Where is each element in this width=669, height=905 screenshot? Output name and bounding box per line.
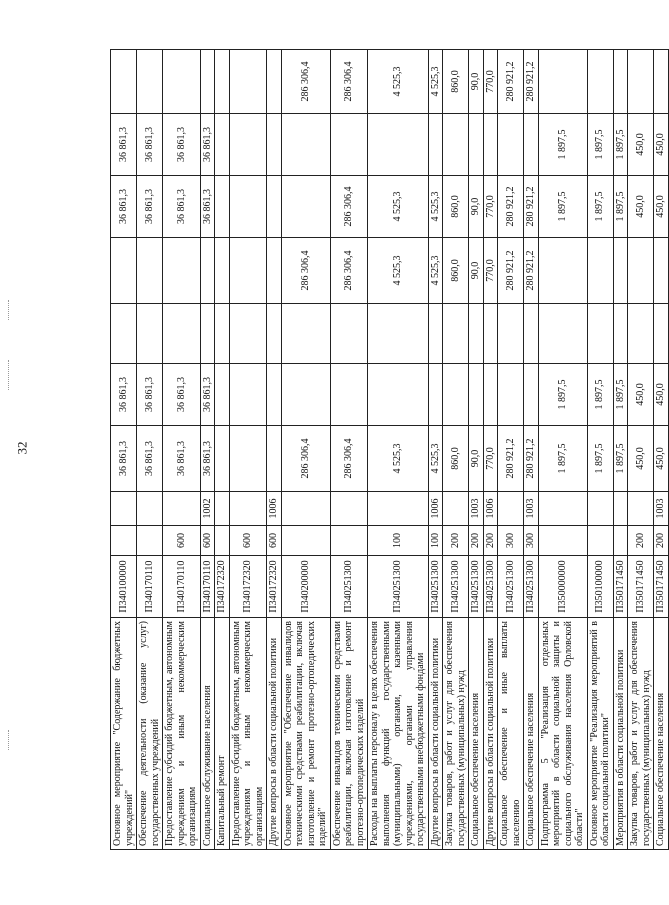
section-code [587, 492, 613, 526]
expense-type-code: 200 [654, 526, 669, 556]
amount-col-3 [428, 304, 443, 364]
row-description: Капитальный ремонт [215, 618, 230, 850]
section-code [368, 492, 429, 526]
amount-regional-next [469, 114, 484, 176]
amount-federal-next: 860,0 [443, 50, 469, 114]
scan-artifact [8, 360, 13, 390]
amount-regional: 1 897,5 [613, 364, 628, 426]
amount-regional: 1 897,5 [587, 364, 613, 426]
amount-total-next: 36 861,3 [137, 176, 163, 238]
amount-col-3 [587, 304, 613, 364]
amount-total: 90,0 [469, 426, 484, 492]
table-row [469, 50, 484, 850]
section-code: 1002 [200, 492, 215, 526]
table-row [267, 50, 282, 850]
amount-total-next: 860,0 [443, 176, 469, 238]
target-article-code: П340172320 [267, 556, 282, 618]
amount-total-next: 450,0 [628, 176, 654, 238]
target-article-code: П340251300 [498, 556, 524, 618]
amount-federal-next [137, 50, 163, 114]
table-row [229, 50, 267, 850]
target-article-code: П340251300 [330, 556, 368, 618]
amount-regional-next [368, 114, 429, 176]
amount-total-next: 450,0 [654, 176, 669, 238]
table-row [538, 50, 587, 850]
amount-total [267, 426, 282, 492]
target-article-code: П340251300 [443, 556, 469, 618]
table-row [587, 50, 613, 850]
section-code: 1003 [469, 492, 484, 526]
amount-federal [137, 238, 163, 304]
expense-type-code: 600 [229, 526, 267, 556]
target-article-code: П340251300 [483, 556, 498, 618]
amount-regional-next: 450,0 [628, 114, 654, 176]
amount-federal [229, 238, 267, 304]
amount-col-3 [111, 304, 137, 364]
target-article-code: П350171450 [654, 556, 669, 618]
section-code [330, 492, 368, 526]
section-code: 1003 [654, 492, 669, 526]
amount-regional-next: 1 897,5 [587, 114, 613, 176]
amount-total-next: 36 861,3 [111, 176, 137, 238]
budget-table [110, 49, 669, 850]
table-row [368, 50, 429, 850]
amount-regional-next [215, 114, 230, 176]
amount-regional-next [524, 114, 539, 176]
expense-type-code [215, 526, 230, 556]
row-description: Мероприятия в области социальной политики [613, 618, 628, 850]
amount-regional [483, 364, 498, 426]
row-description: Обеспечение инвалидов техническими средствами реабилитации, включая изготовление и ремонт протезно-ортопедических изделий [330, 618, 368, 850]
amount-regional [215, 364, 230, 426]
target-article-code: П350100000 [587, 556, 613, 618]
target-article-code: П340172320 [229, 556, 267, 618]
amount-col-3 [200, 304, 215, 364]
table-row [628, 50, 654, 850]
table-row [443, 50, 469, 850]
amount-federal-next [215, 50, 230, 114]
target-article-code: П340251300 [428, 556, 443, 618]
expense-type-code: 200 [443, 526, 469, 556]
row-description: Подпрограмма 5 "Реализация отдельных мероприятий в области социальной защиты и социального обслуживания населения Орловской области" [538, 618, 587, 850]
section-code: 1003 [524, 492, 539, 526]
table-row [111, 50, 137, 850]
target-article-code: П340100000 [111, 556, 137, 618]
row-description: Основное мероприятие "Содержание бюджетных учреждений" [111, 618, 137, 850]
amount-total-next: 286 306,4 [330, 176, 368, 238]
amount-total-next: 1 897,5 [587, 176, 613, 238]
amount-federal: 770,0 [483, 238, 498, 304]
amount-regional: 36 861,3 [111, 364, 137, 426]
amount-regional: 36 861,3 [137, 364, 163, 426]
scan-artifact [8, 730, 13, 750]
expense-type-code [111, 526, 137, 556]
amount-total: 36 861,3 [163, 426, 201, 492]
table-row [483, 50, 498, 850]
amount-federal-next [613, 50, 628, 114]
row-description: Социальное обслуживание населения [200, 618, 215, 850]
section-code [538, 492, 587, 526]
amount-regional-next: 36 861,3 [137, 114, 163, 176]
row-description: Основное мероприятие "Обеспечение инвалидов техническими средствами реабилитации, включая изготовление и ремонт протезно-ортопедических изделий" [281, 618, 330, 850]
amount-regional [368, 364, 429, 426]
table-row [613, 50, 628, 850]
target-article-code: П340251300 [469, 556, 484, 618]
target-article-code: П350000000 [538, 556, 587, 618]
amount-total-next: 280 921,2 [524, 176, 539, 238]
amount-regional-next [281, 114, 330, 176]
amount-federal-next: 4 525,3 [368, 50, 429, 114]
amount-regional-next [443, 114, 469, 176]
amount-federal [111, 238, 137, 304]
amount-regional-next [483, 114, 498, 176]
amount-col-3 [229, 304, 267, 364]
amount-federal: 280 921,2 [498, 238, 524, 304]
table-row [524, 50, 539, 850]
amount-regional [428, 364, 443, 426]
amount-regional [330, 364, 368, 426]
amount-federal-next: 90,0 [469, 50, 484, 114]
amount-federal [538, 238, 587, 304]
amount-regional [443, 364, 469, 426]
expense-type-code [587, 526, 613, 556]
amount-col-3 [267, 304, 282, 364]
amount-col-3 [469, 304, 484, 364]
amount-total-next: 280 921,2 [498, 176, 524, 238]
amount-total: 1 897,5 [587, 426, 613, 492]
table-row [215, 50, 230, 850]
amount-total: 286 306,4 [330, 426, 368, 492]
amount-federal [215, 238, 230, 304]
amount-federal: 4 525,3 [368, 238, 429, 304]
amount-federal-next [163, 50, 201, 114]
table-row [498, 50, 524, 850]
amount-total: 860,0 [443, 426, 469, 492]
amount-regional: 1 897,5 [538, 364, 587, 426]
section-code [215, 492, 230, 526]
amount-regional [524, 364, 539, 426]
amount-federal-next [654, 50, 669, 114]
amount-federal: 90,0 [469, 238, 484, 304]
expense-type-code: 600 [163, 526, 201, 556]
row-description: Расходы на выплаты персоналу в целях обеспечения выполнения функций государственными (муниципальными) органами, казенными учреждениями, органами управления государственными внебюджетными фондами [368, 618, 429, 850]
amount-total [215, 426, 230, 492]
amount-federal-next: 770,0 [483, 50, 498, 114]
amount-total: 4 525,3 [428, 426, 443, 492]
amount-regional-next: 1 897,5 [538, 114, 587, 176]
amount-federal-next: 286 306,4 [281, 50, 330, 114]
amount-federal [267, 238, 282, 304]
amount-total: 1 897,5 [613, 426, 628, 492]
row-description: Социальное обеспечение населения [654, 618, 669, 850]
amount-total-next: 36 861,3 [163, 176, 201, 238]
amount-federal-next: 4 525,3 [428, 50, 443, 114]
expense-type-code: 300 [524, 526, 539, 556]
amount-col-3 [330, 304, 368, 364]
amount-total-next: 1 897,5 [613, 176, 628, 238]
amount-regional [281, 364, 330, 426]
expense-type-code: 200 [469, 526, 484, 556]
table-row [654, 50, 669, 850]
amount-col-3 [281, 304, 330, 364]
amount-regional [469, 364, 484, 426]
amount-federal-next [229, 50, 267, 114]
target-article-code: П340172320 [215, 556, 230, 618]
amount-total: 286 306,4 [281, 426, 330, 492]
amount-federal-next: 280 921,2 [498, 50, 524, 114]
section-code [613, 492, 628, 526]
target-article-code: П350171450 [613, 556, 628, 618]
amount-total-next: 36 861,3 [200, 176, 215, 238]
table-row [137, 50, 163, 850]
amount-regional-next: 36 861,3 [111, 114, 137, 176]
section-code [137, 492, 163, 526]
amount-regional: 450,0 [628, 364, 654, 426]
amount-regional-next: 1 897,5 [613, 114, 628, 176]
section-code [443, 492, 469, 526]
page-number: 32 [14, 441, 30, 455]
amount-total: 1 897,5 [538, 426, 587, 492]
amount-federal [163, 238, 201, 304]
row-description: Другие вопросы в области социальной политики [267, 618, 282, 850]
amount-federal-next [628, 50, 654, 114]
table-row [281, 50, 330, 850]
amount-total-next [281, 176, 330, 238]
table-row [428, 50, 443, 850]
amount-total-next: 770,0 [483, 176, 498, 238]
amount-col-3 [498, 304, 524, 364]
amount-col-3 [443, 304, 469, 364]
expense-type-code [613, 526, 628, 556]
amount-total-next: 90,0 [469, 176, 484, 238]
amount-total: 280 921,2 [524, 426, 539, 492]
amount-total-next: 4 525,3 [428, 176, 443, 238]
amount-col-3 [368, 304, 429, 364]
section-code: 1006 [428, 492, 443, 526]
expense-type-code: 600 [267, 526, 282, 556]
amount-federal [613, 238, 628, 304]
target-article-code: П340200000 [281, 556, 330, 618]
amount-regional-next [229, 114, 267, 176]
amount-regional-next: 450,0 [654, 114, 669, 176]
amount-federal: 286 306,4 [330, 238, 368, 304]
amount-total: 450,0 [628, 426, 654, 492]
row-description: Обеспечение деятельности (оказание услуг) государственных учреждений [137, 618, 163, 850]
section-code [628, 492, 654, 526]
amount-col-3 [524, 304, 539, 364]
amount-regional-next: 36 861,3 [200, 114, 215, 176]
amount-col-3 [137, 304, 163, 364]
amount-regional-next [267, 114, 282, 176]
amount-regional [267, 364, 282, 426]
row-description: Закупка товаров, работ и услуг для обеспечения государственных (муниципальных) нужд [443, 618, 469, 850]
rotated-table-wrapper [110, 50, 666, 850]
amount-col-3 [628, 304, 654, 364]
amount-federal: 286 306,4 [281, 238, 330, 304]
scan-artifact [8, 300, 13, 320]
amount-col-3 [654, 304, 669, 364]
amount-total: 36 861,3 [111, 426, 137, 492]
amount-federal: 280 921,2 [524, 238, 539, 304]
target-article-code: П340170110 [137, 556, 163, 618]
amount-total: 4 525,3 [368, 426, 429, 492]
amount-regional: 36 861,3 [200, 364, 215, 426]
expense-type-code [330, 526, 368, 556]
amount-federal-next [111, 50, 137, 114]
row-description: Предоставление субсидий бюджетным, автономным учреждениям и иным некоммерческим организациям [229, 618, 267, 850]
amount-regional: 36 861,3 [163, 364, 201, 426]
amount-federal [628, 238, 654, 304]
amount-regional-next [428, 114, 443, 176]
section-code: 1006 [267, 492, 282, 526]
amount-federal: 4 525,3 [428, 238, 443, 304]
expense-type-code [281, 526, 330, 556]
target-article-code: П340170110 [163, 556, 201, 618]
row-description: Предоставление субсидий бюджетным, автономным учреждениям и иным некоммерческим организациям [163, 618, 201, 850]
row-description: Закупка товаров, работ и услуг для обеспечения государственных (муниципальных) нужд [628, 618, 654, 850]
row-description: Социальное обеспечение населения [524, 618, 539, 850]
expense-type-code: 200 [628, 526, 654, 556]
amount-total-next: 4 525,3 [368, 176, 429, 238]
row-description: Социальное обеспечение и иные выплаты населению [498, 618, 524, 850]
amount-regional-next [330, 114, 368, 176]
amount-regional-next: 36 861,3 [163, 114, 201, 176]
section-code [163, 492, 201, 526]
amount-total: 36 861,3 [200, 426, 215, 492]
row-description: Другие вопросы в области социальной политики [428, 618, 443, 850]
amount-federal-next [200, 50, 215, 114]
row-description: Другие вопросы в области социальной политики [483, 618, 498, 850]
amount-federal: 860,0 [443, 238, 469, 304]
amount-regional [229, 364, 267, 426]
target-article-code: П340251300 [368, 556, 429, 618]
expense-type-code: 100 [368, 526, 429, 556]
target-article-code: П350171450 [628, 556, 654, 618]
amount-federal [587, 238, 613, 304]
amount-regional-next [498, 114, 524, 176]
section-code: 1006 [483, 492, 498, 526]
amount-total: 450,0 [654, 426, 669, 492]
amount-col-3 [163, 304, 201, 364]
amount-federal-next [587, 50, 613, 114]
amount-total [229, 426, 267, 492]
expense-type-code: 100 [428, 526, 443, 556]
amount-col-3 [215, 304, 230, 364]
table-row [200, 50, 215, 850]
amount-federal-next [267, 50, 282, 114]
table-row [163, 50, 201, 850]
row-description: Социальное обеспечение населения [469, 618, 484, 850]
row-description: Основное мероприятие "Реализация мероприятий в области социальной политики" [587, 618, 613, 850]
amount-total: 36 861,3 [137, 426, 163, 492]
amount-total-next: 1 897,5 [538, 176, 587, 238]
expense-type-code: 300 [498, 526, 524, 556]
amount-col-3 [613, 304, 628, 364]
table-body [111, 50, 669, 850]
section-code [229, 492, 267, 526]
amount-federal-next: 286 306,4 [330, 50, 368, 114]
amount-total-next [229, 176, 267, 238]
expense-type-code: 600 [200, 526, 215, 556]
amount-federal-next [538, 50, 587, 114]
amount-total: 770,0 [483, 426, 498, 492]
expense-type-code: 200 [483, 526, 498, 556]
section-code [281, 492, 330, 526]
amount-federal [200, 238, 215, 304]
expense-type-code [538, 526, 587, 556]
section-code [498, 492, 524, 526]
expense-type-code [137, 526, 163, 556]
amount-col-3 [483, 304, 498, 364]
amount-regional: 450,0 [654, 364, 669, 426]
amount-col-3 [538, 304, 587, 364]
amount-federal-next: 280 921,2 [524, 50, 539, 114]
target-article-code: П340170110 [200, 556, 215, 618]
target-article-code: П340251300 [524, 556, 539, 618]
amount-regional [498, 364, 524, 426]
amount-total-next [267, 176, 282, 238]
amount-federal [654, 238, 669, 304]
amount-total: 280 921,2 [498, 426, 524, 492]
table-row [330, 50, 368, 850]
section-code [111, 492, 137, 526]
amount-total-next [215, 176, 230, 238]
